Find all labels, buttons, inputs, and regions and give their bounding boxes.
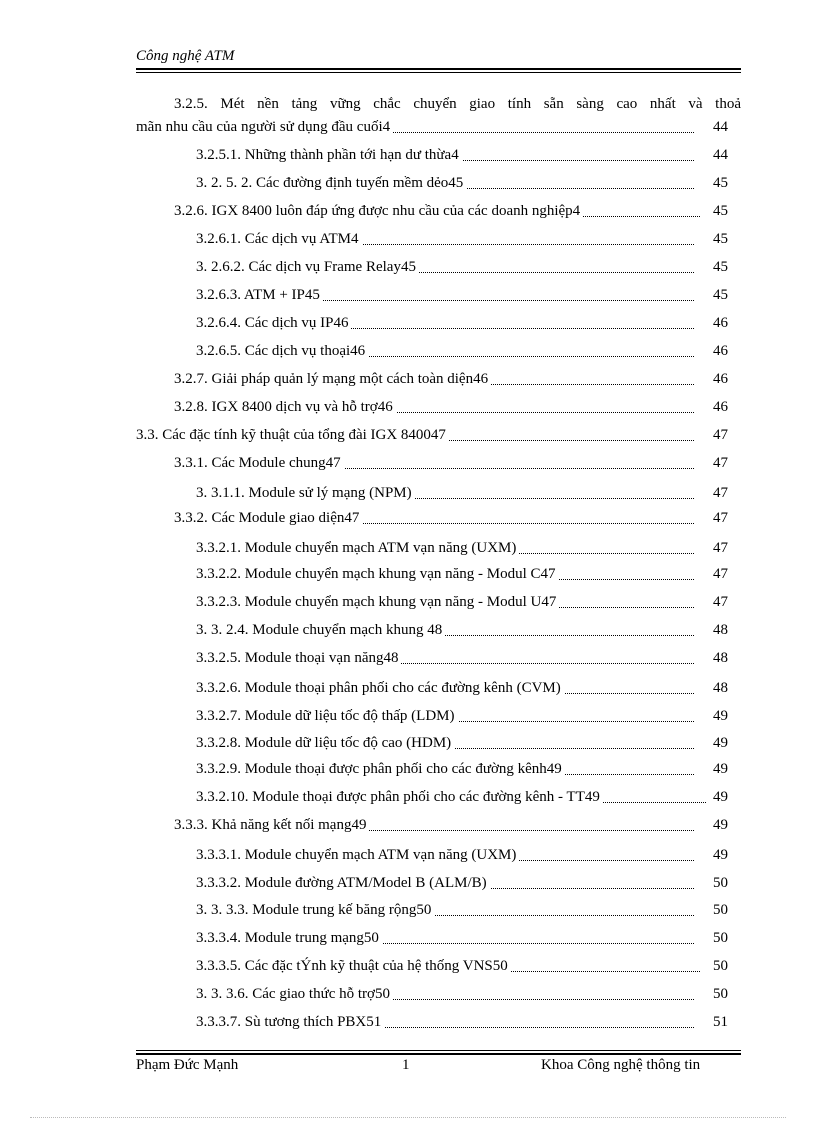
toc-entry <box>196 621 694 639</box>
toc-page-number: 45 <box>713 231 728 247</box>
toc-entry-text: 3.2.6.3. ATM + IP45 <box>196 287 323 303</box>
toc-page-number: 44 <box>713 147 728 163</box>
toc-entry-text: 3.3.1. Các Module chung47 <box>174 455 344 471</box>
toc-entry <box>196 788 706 806</box>
toc-page-number: 50 <box>713 902 728 918</box>
toc-entry-text: mãn nhu cầu của người sử dụng đầu cuối4 <box>136 119 393 135</box>
toc-entry-text: 3. 3. 3.3. Module trung kế băng rộng50 <box>196 902 434 918</box>
toc-page-number: 49 <box>713 708 728 724</box>
toc-page-number: 50 <box>713 958 728 974</box>
toc-entry-intro-line1: 3.2.5. Mét nền tảng vững chắc chuyển giao tính sẵn sàng cao nhất và thoả <box>174 96 741 112</box>
toc-entry <box>196 1013 694 1031</box>
toc-entry <box>196 929 694 947</box>
toc-page-number: 50 <box>713 930 728 946</box>
toc-entry-text: 3. 3.1.1. Module sử lý mạng (NPM) <box>196 485 415 501</box>
toc-entry <box>196 565 694 583</box>
toc-page-number: 46 <box>713 343 728 359</box>
toc-entry <box>174 370 694 388</box>
toc-entry <box>196 342 694 360</box>
toc-entry-text: 3.2.5.1. Những thành phần tới hạn dư thừa4 <box>196 147 462 163</box>
toc-entry-text: 3.3.2.7. Module dữ liệu tốc độ thấp (LDM) <box>196 708 458 724</box>
toc-entry-text: 3.3.3.4. Module trung mạng50 <box>196 930 382 946</box>
toc-entry-text: 3.2.7. Giải pháp quản lý mạng một cách toàn diện46 <box>174 371 491 387</box>
toc-entry-text: 3.3. Các đặc tính kỹ thuật của tổng đài IGX 840047 <box>136 427 449 443</box>
toc-entry-text: 3.3.3.2. Module đường ATM/Model B (ALM/B) <box>196 875 490 891</box>
toc-page-number: 49 <box>713 761 728 777</box>
toc-entry-intro-line2 <box>136 118 694 136</box>
toc-page-number: 47 <box>713 455 728 471</box>
toc-entry <box>174 398 694 416</box>
toc-page-number: 47 <box>713 485 728 501</box>
toc-entry <box>196 146 694 164</box>
toc-entry-text: 3.2.8. IGX 8400 dịch vụ và hỗ trợ46 <box>174 399 396 415</box>
toc-page-number: 47 <box>713 510 728 526</box>
toc-entry <box>136 426 694 444</box>
toc-page-number: 50 <box>713 986 728 1002</box>
toc-entry-text: 3.3.2.5. Module thoại vạn năng48 <box>196 650 401 666</box>
footer-rule-top <box>136 1050 741 1051</box>
footer-rule-bottom <box>136 1053 741 1055</box>
toc-entry <box>196 707 694 725</box>
toc-page-number: 47 <box>713 540 728 556</box>
toc-entry <box>196 174 694 192</box>
toc-page-number: 50 <box>713 875 728 891</box>
toc-entry <box>174 816 694 834</box>
toc-page-number: 48 <box>713 680 728 696</box>
toc-entry <box>196 679 694 697</box>
toc-entry-text: 3.3.2. Các Module giao diện47 <box>174 510 362 526</box>
toc-page-number: 45 <box>713 175 728 191</box>
toc-entry-text: 3.2.6.4. Các dịch vụ IP46 <box>196 315 351 331</box>
toc-page-number: 51 <box>713 1014 728 1030</box>
toc-entry <box>174 454 694 472</box>
toc-entry-text: 3. 2.6.2. Các dịch vụ Frame Relay45 <box>196 259 419 275</box>
toc-entry-text: 3.2.6. IGX 8400 luôn đáp ứng được nhu cầu của các doanh nghiệp4 <box>174 203 583 219</box>
toc-entry-text: 3. 3. 2.4. Module chuyển mạch khung 48 <box>196 622 445 638</box>
toc-entry <box>196 314 694 332</box>
toc-entry <box>196 760 694 778</box>
toc-page-number: 44 <box>713 119 728 135</box>
toc-page-number: 48 <box>713 650 728 666</box>
toc-entry-text: 3.3.2.8. Module dữ liệu tốc độ cao (HDM) <box>196 735 454 751</box>
toc-page-number: 47 <box>713 566 728 582</box>
toc-page-number: 48 <box>713 622 728 638</box>
toc-entry <box>174 202 700 220</box>
toc-page-number: 49 <box>713 735 728 751</box>
toc-page-number: 45 <box>713 259 728 275</box>
toc-entry <box>196 874 694 892</box>
toc-entry <box>196 734 694 752</box>
toc-page-number: 49 <box>713 789 728 805</box>
page-bottom-border <box>30 1117 786 1118</box>
toc-entry <box>196 230 694 248</box>
toc-entry <box>196 957 700 975</box>
toc-entry-text: 3.3.2.2. Module chuyển mạch khung vạn năng - Modul C47 <box>196 566 559 582</box>
toc-entry-text: 3.3.2.10. Module thoại được phân phối cho các đường kênh - TT49 <box>196 789 603 805</box>
toc-entry <box>174 509 694 527</box>
toc-page-number: 47 <box>713 427 728 443</box>
toc-entry-text: 3.3.2.9. Module thoại được phân phối cho các đường kênh49 <box>196 761 565 777</box>
footer-author: Phạm Đức Mạnh <box>136 1057 239 1073</box>
toc-entry-text: 3.3.3. Khả năng kết nối mạng49 <box>174 817 369 833</box>
toc-entry-text: 3.3.3.5. Các đặc tÝnh kỹ thuật của hệ thống VNS50 <box>196 958 511 974</box>
toc-entry <box>196 985 694 1003</box>
toc-entry <box>196 539 694 557</box>
footer-department: Khoa Công nghệ thông tin <box>541 1057 701 1073</box>
toc-page-number: 49 <box>713 817 728 833</box>
toc-page-number: 46 <box>713 315 728 331</box>
toc-entry <box>196 846 694 864</box>
toc-page-number: 46 <box>713 399 728 415</box>
toc-entry-text: 3.3.3.1. Module chuyển mạch ATM vạn năng (UXM) <box>196 847 519 863</box>
toc-entry <box>196 649 694 667</box>
toc-entry-text: 3.3.2.1. Module chuyển mạch ATM vạn năng (UXM) <box>196 540 519 556</box>
toc-page-number: 45 <box>713 287 728 303</box>
toc-entry <box>196 593 694 611</box>
toc-entry-text: 3. 2. 5. 2. Các đường định tuyến mềm dẻo45 <box>196 175 466 191</box>
toc-entry-text: 3.3.2.3. Module chuyển mạch khung vạn năng - Modul U47 <box>196 594 559 610</box>
toc-page-number: 49 <box>713 847 728 863</box>
toc-entry <box>196 258 694 276</box>
toc-entry-text: 3.3.2.6. Module thoại phân phối cho các đường kênh (CVM) <box>196 680 564 696</box>
toc-page-number: 46 <box>713 371 728 387</box>
toc-entry <box>196 901 694 919</box>
toc-entry <box>196 484 694 502</box>
footer-page-number: 1 <box>402 1057 410 1073</box>
toc-page-number: 47 <box>713 594 728 610</box>
toc-entry <box>196 286 694 304</box>
toc-page-number: 45 <box>713 203 728 219</box>
toc-entry-text: 3.2.6.1. Các dịch vụ ATM4 <box>196 231 362 247</box>
header-title: Công nghệ ATM <box>136 48 235 64</box>
toc-entry-text: 3.2.6.5. Các dịch vụ thoại46 <box>196 343 368 359</box>
toc-entry-text: 3. 3. 3.6. Các giao thức hỗ trợ50 <box>196 986 393 1002</box>
toc-entry-text: 3.3.3.7. Sù tương thích PBX51 <box>196 1014 384 1030</box>
